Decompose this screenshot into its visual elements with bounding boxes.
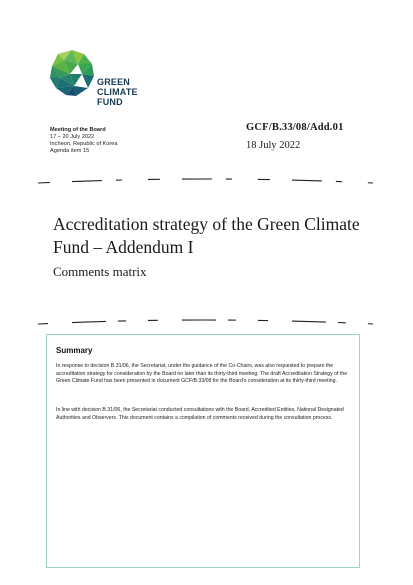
summary-heading: Summary: [56, 346, 93, 355]
meeting-name: Meeting of the Board: [50, 127, 106, 133]
document-number: GCF/B.33/08/Add.01: [246, 122, 344, 133]
meeting-info: [50, 127, 117, 155]
summary-box: [46, 334, 360, 568]
gcf-logo: [48, 48, 148, 108]
document-subtitle: Comments matrix: [53, 264, 147, 279]
summary-paragraph-1: In response to decision B.31/06, the Secretariat, under the guidance of the Co-Chairs, was also requested to prepare the accreditation strategy for consideration by the Board no later than its thirty-third meeting. The draft Accreditation Strategy of the Green Climate Fund has been presented in document GCF/B.33/08 for the Board's consideration at its thirty-third meeting.: [56, 363, 348, 385]
meeting-location: Incheon, Republic of Korea: [50, 141, 118, 147]
globe-icon: [48, 48, 96, 98]
document-title: Accreditation strategy of the Green Climate Fund – Addendum I: [53, 214, 360, 257]
agenda-item: Agenda item 15: [50, 148, 90, 154]
summary-paragraph-2: In line with decision B.31/06, the Secretariat conducted consultations with the Board, Accredited Entities, National Designated Authorities and Observers. This document contains a compilation of comments received during the consultation process.: [56, 407, 344, 421]
logo-wordmark: GREEN CLIMATE FUND: [97, 77, 138, 107]
bottom-divider: [38, 318, 373, 326]
top-divider: [38, 177, 373, 185]
meeting-dates: 17 – 20 July 2022: [50, 134, 95, 140]
document-date: 18 July 2022: [246, 140, 301, 151]
